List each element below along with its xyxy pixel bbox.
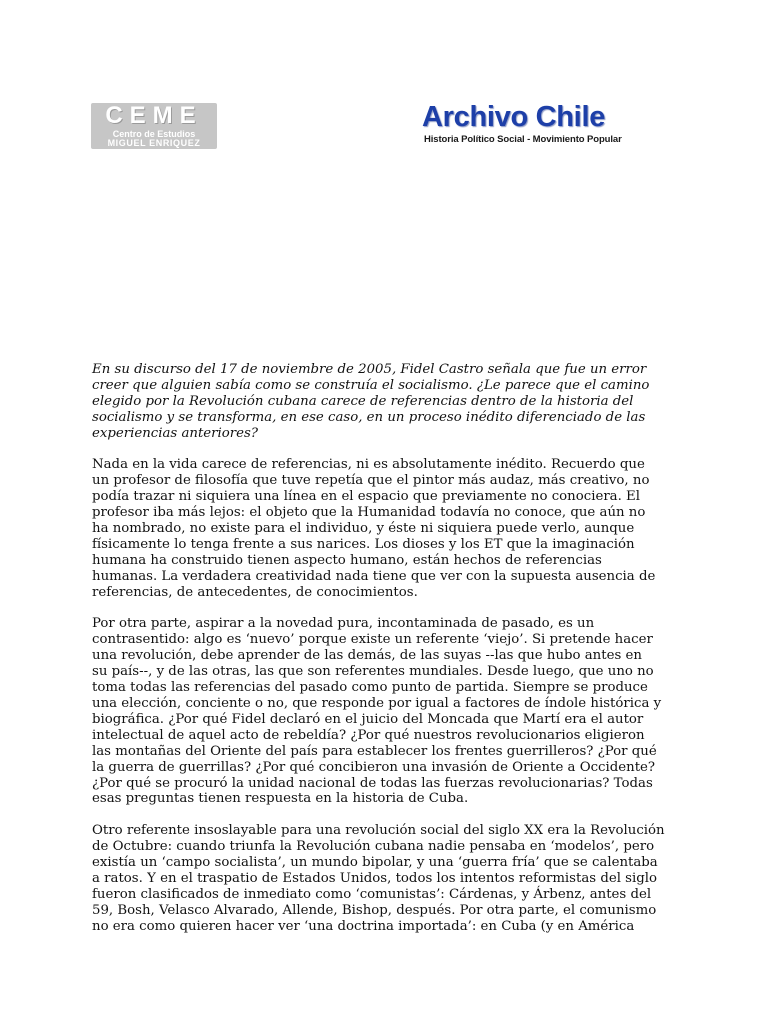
text-line: una elección, conciente o no, que responde por igual a factores de índole histórica y	[92, 696, 662, 711]
ceme-logo-line1: Centro de Estudios	[112, 129, 196, 139]
text-line: creer que alguien sabía como se construía el socialismo. ¿Le parece que el camino	[92, 377, 650, 393]
text-line: biográfica. ¿Por qué Fidel declaró en el juicio del Moncada que Martí era el autor	[92, 711, 644, 727]
text-line: un profesor de filosofía que tuve repetía que el pintor más audaz, más creativo, no	[92, 473, 650, 489]
text-line: la guerra de guerrillas? ¿Por qué concibieron una invasión de Oriente a Occidente?	[92, 759, 656, 775]
answer-paragraph-3	[92, 823, 682, 934]
answer-paragraph-1	[92, 457, 682, 600]
archivo-chile-title: Archivo Chile	[422, 101, 606, 133]
text-line: humanas. La verdadera creatividad nada tiene que ver con la supuesta ausencia de	[92, 568, 656, 584]
text-line: 59, Bosh, Velasco Alvarado, Allende, Bishop, después. Por otra parte, el comunismo	[92, 902, 657, 918]
text-line: las montañas del Oriente del país para establecer los frentes guerrilleros? ¿Por qué	[92, 743, 657, 759]
text-line: fueron clasificados de inmediato como ‘comunistas’: Cárdenas, y Árbenz, antes del	[92, 886, 652, 902]
archivo-chile-logo	[422, 100, 668, 148]
text-line: referencias, de antecedentes, de conocimientos.	[92, 584, 418, 600]
ceme-logo-wordmark: CEME	[105, 103, 203, 129]
text-line: una revolución, debe aprender de las demás, de las suyas --las que hubo antes en	[92, 648, 642, 664]
text-line: profesor iba más lejos: el objeto que la Humanidad todavía no conoce, que aún no	[92, 505, 646, 521]
text-line: no era como quieren hacer ver ‘una doctrina importada’: en Cuba (y en América	[92, 918, 635, 934]
text-line: toma todas las referencias del pasado como punto de partida. Siempre se produce	[92, 680, 648, 696]
text-line: experiencias anteriores?	[92, 425, 258, 441]
text-line: Otro referente insoslayable para una revolución social del siglo XX era la Revolución	[92, 823, 665, 839]
text-line: existía un ‘campo socialista’, un mundo bipolar, y una ‘guerra fría’ que se calentaba	[92, 855, 658, 871]
text-line: a ratos. Y en el traspatio de Estados Unidos, todos los intentos reformistas del siglo	[92, 870, 658, 886]
text-line: esas preguntas tienen respuesta en la historia de Cuba.	[92, 791, 469, 807]
answer-paragraph-2	[92, 616, 682, 807]
interview-question	[92, 362, 682, 442]
text-line: humana ha construido tienen aspecto humano, están hechos de referencias	[92, 552, 602, 568]
text-line: Por otra parte, aspirar a la novedad pura, incontaminada de pasado, es un	[92, 616, 595, 632]
ceme-logo	[91, 103, 217, 149]
text-line: su país--, y de las otras, las que son referentes mundiales. Desde luego, que uno no	[92, 664, 654, 680]
text-line: elegido por la Revolución cubana carece de referencias dentro de la historia del	[92, 393, 634, 409]
text-line: ¿Por qué se procuró la unidad nacional de todas las fuerzas revolucionarias? Todas	[92, 775, 653, 791]
text-line: socialismo y se transforma, en ese caso, en un proceso inédito diferenciado de las	[92, 409, 646, 425]
text-line: físicamente lo tenga frente a sus narices. Los dioses y los ET que la imaginación	[92, 536, 635, 552]
text-line: ha nombrado, no existe para el individuo, y éste ni siquiera puede verlo, aunque	[92, 521, 635, 537]
text-line: contrasentido: algo es ‘nuevo’ porque existe un referente ‘viejo’. Si pretende hacer	[92, 632, 653, 648]
text-line: de Octubre: cuando triunfa la Revolución cubana nadie pensaba en ‘modelos’, pero	[92, 839, 655, 855]
ceme-logo-line2: MIGUEL ENRIQUEZ	[107, 138, 201, 148]
text-line: podía trazar ni siquiera una línea en el espacio que previamente no conociera. El	[92, 489, 641, 505]
document-body	[92, 362, 682, 950]
text-line: En su discurso del 17 de noviembre de 2005, Fidel Castro señala que fue un error	[92, 362, 647, 377]
text-line: Nada en la vida carece de referencias, ni es absolutamente inédito. Recuerdo que	[92, 457, 645, 473]
text-line: intelectual de aquel acto de rebeldía? ¿Por qué nuestros revolucionarios eligieron	[92, 727, 645, 743]
archivo-chile-subtitle: Historia Político Social - Movimiento Popular	[424, 134, 622, 145]
